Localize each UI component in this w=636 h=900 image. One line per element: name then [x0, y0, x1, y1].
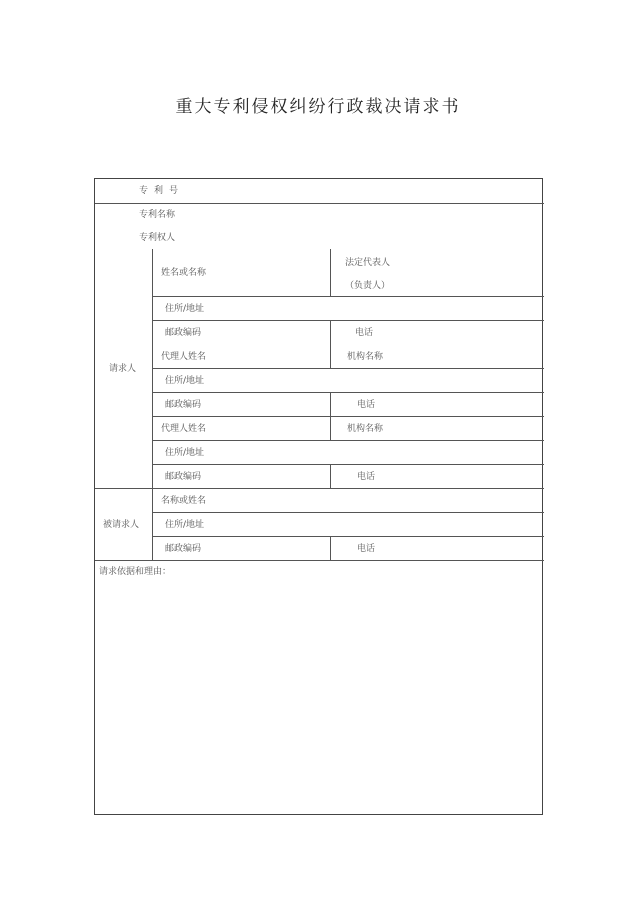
request-reasons-label: 请求依据和理由： [99, 567, 172, 577]
postal-code-label: 邮政编码 [165, 328, 202, 338]
section-divider [95, 488, 544, 489]
page-title: 重大专利侵权纠纷行政裁决请求书 [175, 97, 461, 117]
address-label: 住所/地址 [165, 448, 205, 458]
phone-label: 电话 [355, 328, 374, 338]
address-label: 住所/地址 [165, 304, 205, 314]
row-divider [153, 464, 544, 465]
legal-rep-label-sub: （负责人） [345, 281, 391, 291]
agency-name-label: 机构名称 [347, 424, 384, 434]
phone-label: 电话 [357, 472, 376, 482]
row-divider [153, 368, 544, 369]
name-or-title-label: 姓名或名称 [161, 268, 207, 278]
agency-name-label: 机构名称 [347, 352, 384, 362]
name-or-title-label-short: 名称或姓名 [161, 496, 207, 506]
column-divider [330, 320, 331, 368]
column-divider [330, 392, 331, 440]
address-label: 住所/地址 [165, 376, 205, 386]
row-divider [153, 512, 544, 513]
row-divider [95, 203, 544, 204]
patent-number-label: 专利号 [139, 186, 185, 196]
row-divider [153, 320, 544, 321]
postal-code-label: 邮政编码 [165, 472, 202, 482]
respondent-section-label: 被请求人 [103, 520, 140, 530]
row-divider [153, 416, 544, 417]
request-form [94, 178, 543, 815]
agent-name-label: 代理人姓名 [161, 352, 207, 362]
row-divider [153, 536, 544, 537]
patent-name-label: 专利名称 [139, 210, 176, 220]
postal-code-label: 邮政编码 [165, 544, 202, 554]
agent-name-label: 代理人姓名 [161, 424, 207, 434]
row-divider [153, 296, 544, 297]
patentee-label: 专利权人 [139, 233, 176, 243]
legal-rep-label: 法定代表人 [345, 258, 391, 268]
postal-code-label: 邮政编码 [165, 400, 202, 410]
address-label: 住所/地址 [165, 520, 205, 530]
column-divider [152, 249, 153, 560]
column-divider [330, 536, 331, 560]
requester-section-label: 请求人 [109, 364, 137, 374]
row-divider [153, 440, 544, 441]
phone-label: 电话 [357, 400, 376, 410]
column-divider [330, 464, 331, 488]
phone-label: 电话 [357, 544, 376, 554]
column-divider [330, 249, 331, 296]
row-divider [153, 392, 544, 393]
section-divider [95, 560, 544, 561]
